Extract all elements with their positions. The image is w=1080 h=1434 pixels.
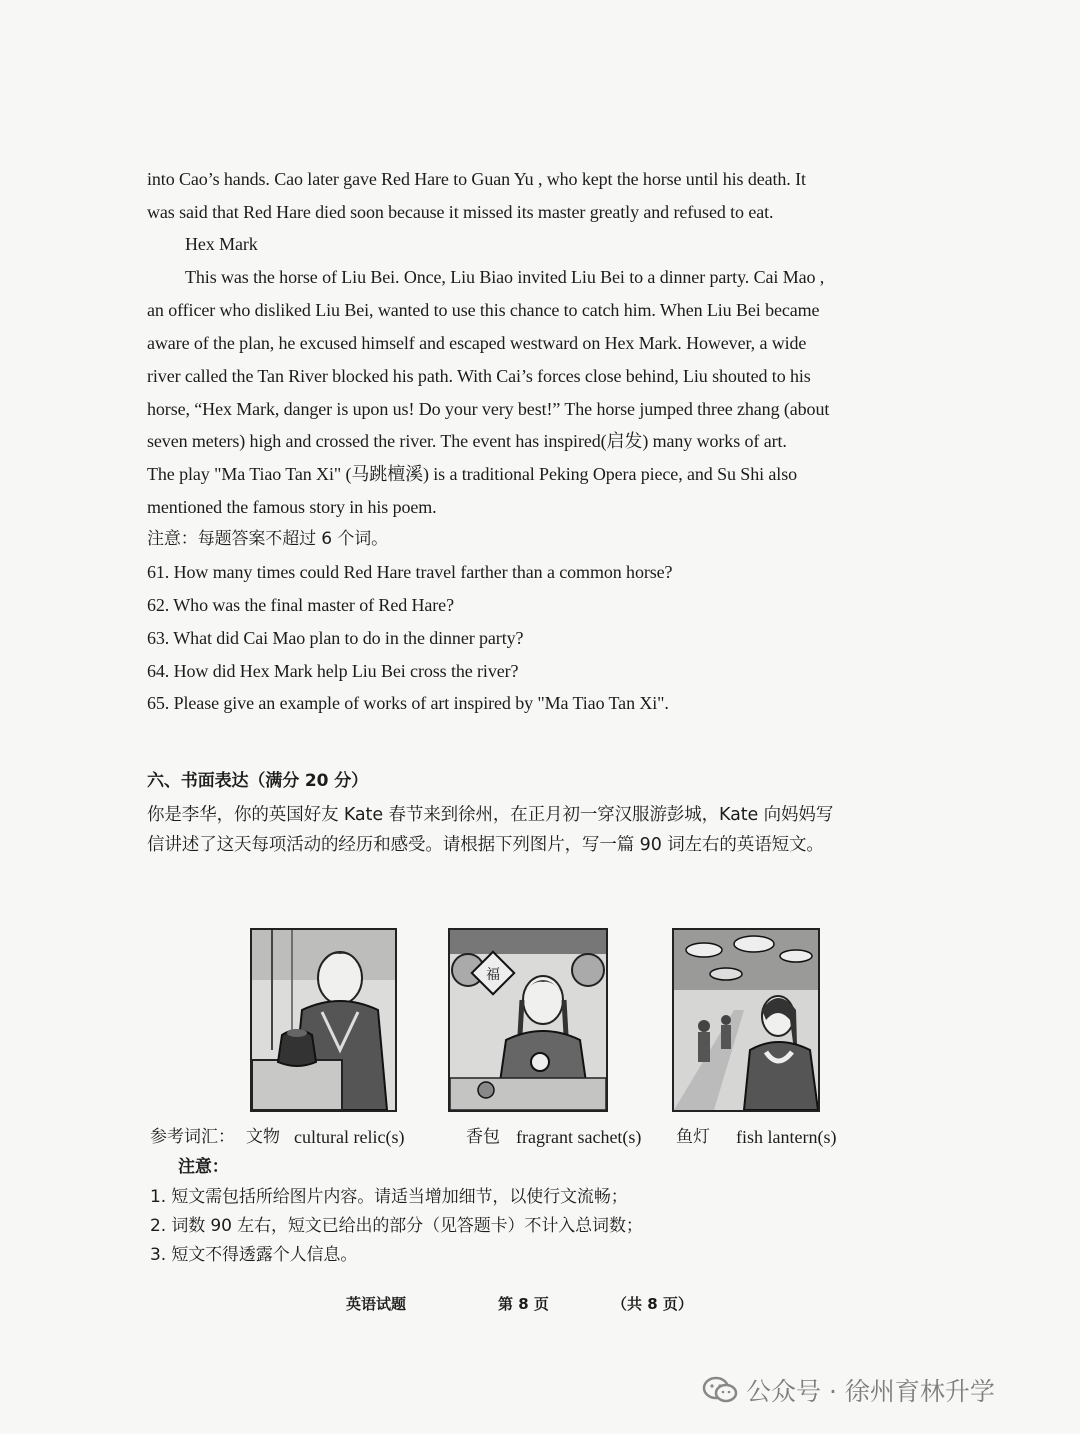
passage-line: horse, “Hex Mark, danger is upon us! Do your very best!” The horse jumped three zhang (about xyxy=(147,399,830,419)
passage-line: was said that Red Hare died soon because it missed its master greatly and refused to eat. xyxy=(147,202,774,222)
vocab-zh: 香包 xyxy=(466,1127,500,1147)
museum-visit-illustration xyxy=(250,928,397,1112)
note-item: 2. 词数 90 左右，短文已给出的部分（见答题卡）不计入总词数； xyxy=(150,1216,643,1236)
writing-prompt-line: 你是李华，你的英国好友 Kate 春节来到徐州，在正月初一穿汉服游彭城，Kate 向妈妈写 xyxy=(147,805,834,825)
answer-note: 注意：每题答案不超过 6 个词。 xyxy=(147,529,389,549)
question-61: 61. How many times could Red Hare travel farther than a common horse? xyxy=(147,562,673,582)
sachet-making-illustration xyxy=(448,928,608,1112)
vocab-label: 参考词汇： xyxy=(150,1127,235,1147)
section-heading-hex-mark: Hex Mark xyxy=(185,234,258,254)
fish-lantern-illustration xyxy=(672,928,820,1112)
footer-page: 第 8 页 xyxy=(498,1295,549,1313)
passage-line: This was the horse of Liu Bei. Once, Liu Biao invited Liu Bei to a dinner party. Cai Mao , xyxy=(185,267,825,287)
question-62: 62. Who was the final master of Red Hare? xyxy=(147,595,454,615)
wechat-icon xyxy=(702,1376,738,1404)
vocab-zh: 鱼灯 xyxy=(676,1127,710,1147)
vocab-en: fragrant sachet(s) xyxy=(516,1127,642,1147)
passage-line: mentioned the famous story in his poem. xyxy=(147,497,437,517)
vocab-en: cultural relic(s) xyxy=(294,1127,405,1147)
vocab-en: fish lantern(s) xyxy=(736,1127,837,1147)
passage-line: river called the Tan River blocked his path. With Cai’s forces close behind, Liu shouted to his xyxy=(147,366,811,386)
wechat-watermark xyxy=(702,1372,995,1408)
passage-line: seven meters) high and crossed the river. The event has inspired(启发) many works of art. xyxy=(147,431,787,451)
passage-line: an officer who disliked Liu Bei, wanted to use this chance to catch him. When Liu Bei became xyxy=(147,300,820,320)
footer-subject: 英语试题 xyxy=(346,1295,407,1313)
note-item: 1. 短文需包括所给图片内容。请适当增加细节，以使行文流畅； xyxy=(150,1187,628,1207)
question-65: 65. Please give an example of works of art inspired by "Ma Tiao Tan Xi". xyxy=(147,693,669,713)
svg-text:福: 福 xyxy=(486,967,500,983)
note-item: 3. 短文不得透露个人信息。 xyxy=(150,1245,358,1265)
passage-line: aware of the plan, he excused himself and escaped westward on Hex Mark. However, a wide xyxy=(147,333,807,353)
writing-prompt-line: 信讲述了这天每项活动的经历和感受。请根据下列图片，写一篇 90 词左右的英语短文。 xyxy=(147,835,824,855)
question-64: 64. How did Hex Mark help Liu Bei cross the river? xyxy=(147,661,519,681)
passage-line: into Cao’s hands. Cao later gave Red Hare to Guan Yu , who kept the horse until his death. It xyxy=(147,169,806,189)
footer-total: （共 8 页） xyxy=(612,1295,693,1313)
vocab-zh: 文物 xyxy=(246,1127,280,1147)
question-63: 63. What did Cai Mao plan to do in the dinner party? xyxy=(147,628,524,648)
passage-line: The play "Ma Tiao Tan Xi" (马跳檀溪) is a traditional Peking Opera piece, and Su Shi also xyxy=(147,464,798,484)
notes-title: 注意： xyxy=(178,1157,229,1177)
writing-section-title: 六、书面表达（满分 20 分） xyxy=(147,771,368,791)
watermark-text: 公众号 · 徐州育林升学 xyxy=(746,1377,995,1406)
